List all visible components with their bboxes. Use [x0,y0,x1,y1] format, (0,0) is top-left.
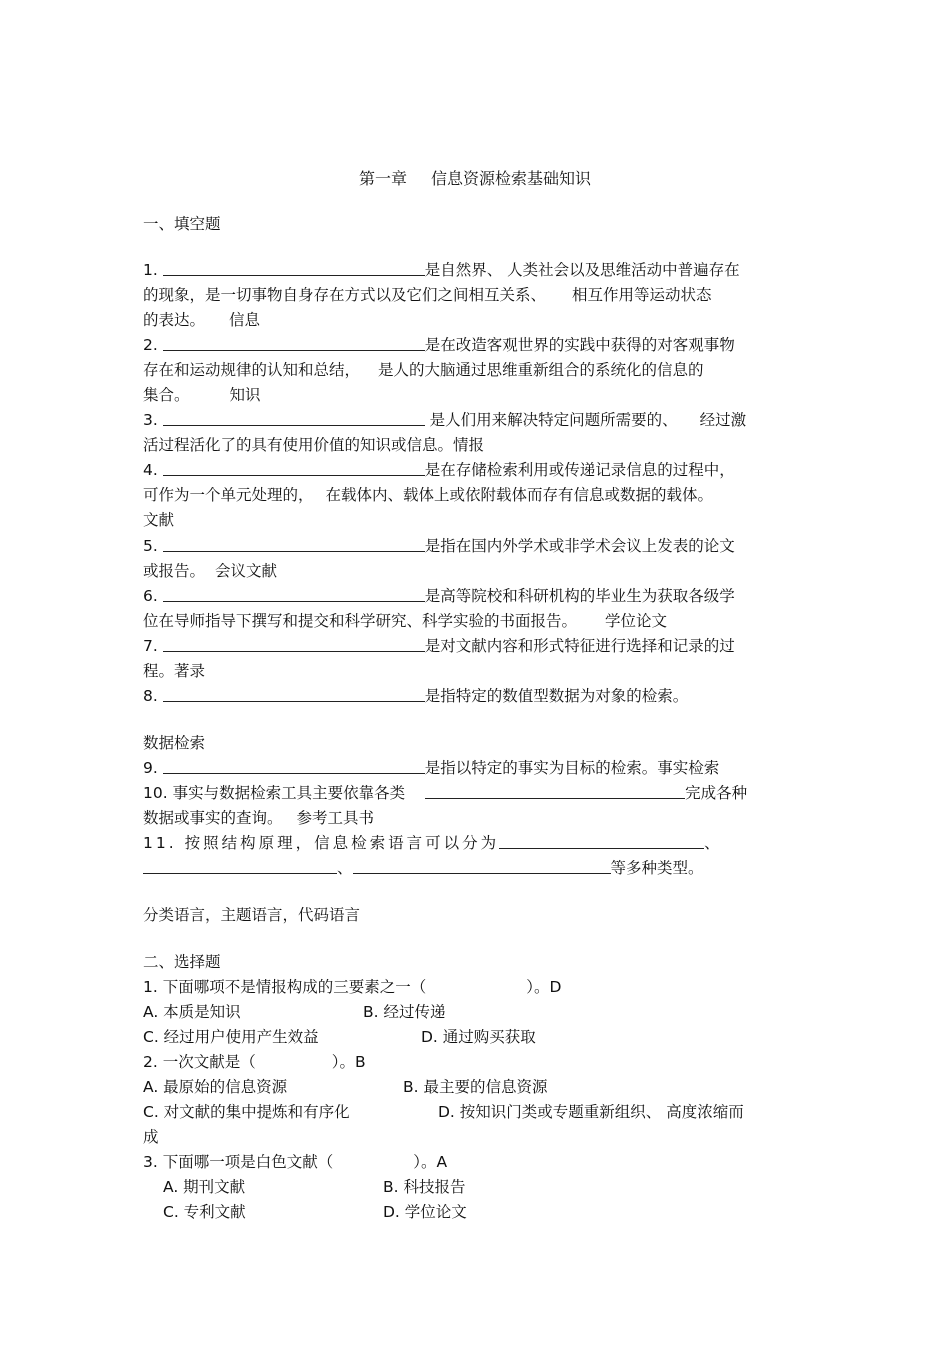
option-c: C. 经过用户使用产生效益 [143,1028,319,1046]
fill-item-text: 9. [143,759,163,777]
fill-item-text: 的表达。 [143,311,206,329]
answer-text: 文献 [143,511,175,529]
chapter-name: 信息资源检索基础知识 [431,169,592,188]
fill-item-1 [143,258,808,333]
fill-item-text: 在载体内、载体上或依附载体而存有信息或数据的载体。 [325,486,714,504]
answer-blank [499,832,704,849]
fill-item-5 [143,534,808,584]
fill-item-text: 是对文献内容和形式特征进行选择和记录的过 [424,637,735,655]
answer-blank [163,334,425,351]
answer-blank [163,459,425,476]
fill-item-text: 11. 按照结构原理，信息检索语言可以分为 [143,834,500,852]
chapter-number: 第一章 [358,169,407,188]
answer-text: 分类语言，主题语言，代码语言 [143,906,361,924]
answer-text: 学位论文 [605,612,668,630]
fill-item-text: 完成各种 [685,784,748,802]
fill-item-text: 是在存储检索利用或传递记录信息的过程中， [424,461,735,479]
fill-item-9 [143,756,808,781]
answer-line [143,731,808,756]
fill-item-text: 的现象，是一切事物自身存在方式以及它们之间相互关系、 [143,286,547,304]
option-d: D. 按知识门类或专题重新组织、 高度浓缩而 [438,1103,744,1121]
fill-item-3 [143,408,808,458]
question-text: 1. 下面哪项不是情报构成的三要素之一（ [143,978,427,996]
fill-item-text: 、 [337,859,353,877]
fill-item-text: 活过程活化了的具有使用价值的知识或信息。情报 [143,436,485,454]
fill-item-text: 程。著录 [143,662,206,680]
fill-item-text: 相互作用等运动状态 [572,286,712,304]
fill-item-text: 10. 事实与数据检索工具主要依靠各类 [143,784,406,802]
option-d-continuation: 成 [143,1128,159,1146]
answer-text: 信息 [229,311,261,329]
fill-item-text: 是自然界、 人类社会以及思维活动中普遍存在 [424,261,740,279]
fill-item-text: 存在和运动规律的认知和总结， [143,361,361,379]
answer-text: 会议文献 [215,562,278,580]
answer-text: 参考工具书 [296,809,375,827]
choice-section-heading: 二、选择题 [143,953,221,971]
answer-text: 数据检索 [143,734,206,752]
answer-blank [163,685,425,702]
answer-blank [143,857,337,874]
option-d: D. 通过购买获取 [421,1028,536,1046]
question-text: 2. 一次文献是（ [143,1053,256,1071]
fill-item-text: 是指在国内外学术或非学术会议上发表的论文 [424,537,735,555]
fill-item-4 [143,458,808,533]
fill-item-text: 是在改造客观世界的实践中获得的对客观事物 [424,336,735,354]
option-c: C. 专利文献 [163,1203,246,1221]
answer-blank [163,409,425,426]
choice-item-3 [143,1150,808,1225]
question-answer: ）。B [331,1053,366,1071]
question-answer: ）。A [413,1153,448,1171]
fill-item-text: 经过激 [699,411,747,429]
fill-item-text: 是指以特定的事实为目标的检索。事实检索 [424,759,720,777]
fill-item-text: 3. [143,411,163,429]
fill-item-2 [143,333,808,408]
fill-item-text: 数据或事实的查询。 [143,809,283,827]
question-text: 3. 下面哪一项是白色文献（ [143,1153,334,1171]
fill-item-text: 2. [143,336,163,354]
fill-item-text: 、 [704,834,720,852]
fill-item-10 [143,781,808,831]
answer-blank [163,635,425,652]
question-answer: ）。D [526,978,562,996]
fill-item-6 [143,584,808,634]
answer-blank [163,535,425,552]
fill-item-text: 是高等院校和科研机构的毕业生为获取各级学 [424,587,735,605]
answer-blank [163,757,425,774]
answer-blank [425,782,685,799]
fill-item-text: 集合。 [143,386,190,404]
option-c: C. 对文献的集中提炼和有序化 [143,1103,350,1121]
option-a: A. 本质是知识 [143,1003,241,1021]
fill-item-text: 是人们用来解决特定问题所需要的、 [424,411,678,429]
fill-item-text: 是人的大脑通过思维重新组合的系统化的信息的 [378,361,704,379]
chapter-title [0,166,950,189]
option-b: B. 经过传递 [363,1003,446,1021]
answer-line [143,903,808,928]
option-b: B. 最主要的信息资源 [403,1078,548,1096]
fill-item-text: 等多种类型。 [610,859,704,877]
fill-item-text: 位在导师指导下撰写和提交和科学研究、科学实验的书面报告。 [143,612,578,630]
option-d: D. 学位论文 [383,1203,467,1221]
fill-item-11 [143,831,808,881]
option-b: B. 科技报告 [383,1178,466,1196]
fill-item-text: 7. [143,637,163,655]
fill-item-7 [143,634,808,684]
fill-item-text: 8. [143,687,163,705]
fill-item-text: 或报告。 [143,562,206,580]
answer-blank [163,585,425,602]
answer-blank [353,857,611,874]
fill-item-text: 1. [143,261,163,279]
fill-item-text: 可作为一个单元处理的， [143,486,314,504]
fill-section-heading: 一、填空题 [143,215,221,233]
fill-item-text: 4. [143,461,163,479]
fill-item-text: 5. [143,537,163,555]
option-a: A. 期刊文献 [163,1178,246,1196]
option-a: A. 最原始的信息资源 [143,1078,288,1096]
fill-item-text: 是指特定的数值型数据为对象的检索。 [424,687,689,705]
choice-item-2 [143,1050,808,1150]
answer-blank [163,259,425,276]
choice-item-1 [143,975,808,1050]
answer-text: 知识 [229,386,261,404]
fill-item-8 [143,684,808,709]
fill-item-text: 6. [143,587,163,605]
